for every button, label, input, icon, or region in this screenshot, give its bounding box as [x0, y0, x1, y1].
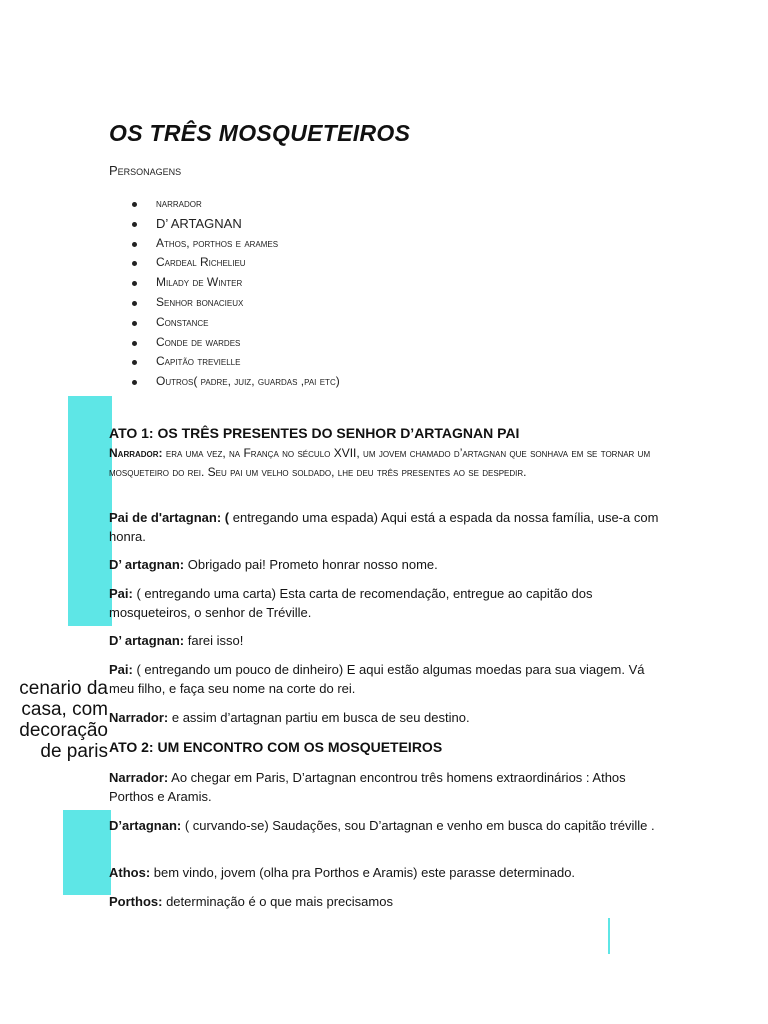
characters-heading: Personagens	[109, 163, 182, 178]
dialogue-line	[109, 660, 669, 698]
speaker-label: Pai:	[109, 662, 133, 677]
list-item: Conde de wardes	[128, 333, 340, 353]
list-item: Cardeal Richelieu	[128, 253, 340, 273]
dialogue-text: ( entregando uma carta) Esta carta de recomendação, entregue ao capitão dos mosqueteiros, o senhor de Tréville.	[109, 586, 593, 620]
dialogue-text: bem vindo, jovem (olha pra Porthos e Aramis) este parasse determinado.	[150, 865, 576, 880]
document-title: OS TRÊS MOSQUETEIROS	[109, 120, 411, 146]
dialogue-line	[109, 863, 669, 882]
speaker-label: Athos:	[109, 865, 151, 880]
list-item: Athos, porthos e arames	[128, 234, 340, 254]
speaker-label: D’artagnan:	[109, 818, 182, 833]
highlight-mark-bottom	[63, 810, 111, 895]
side-note-line: cenario da	[19, 678, 108, 699]
speaker-label: Pai:	[109, 586, 133, 601]
dialogue-line	[109, 816, 669, 835]
dialogue-text: determinação é o que mais precisamos	[162, 894, 393, 909]
dialogue-line	[109, 584, 669, 622]
dialogue-text: era uma vez, na França no século XVII, um jovem chamado d’artagnan que sonhava em se tornar um mosqueteiro do rei. Seu pai um velho soldado, lhe deu três presentes ao se despedir.	[109, 446, 651, 479]
dialogue-line	[109, 708, 669, 727]
dialogue-text: Obrigado pai! Prometo honrar nosso nome.	[184, 557, 438, 572]
dialogue-text: entregando uma espada) Aqui está a espada da nossa família, use-a com honra.	[109, 510, 659, 544]
characters-list	[128, 194, 340, 392]
list-item: Milady de Winter	[128, 273, 340, 293]
side-note-line: decoração	[19, 720, 108, 741]
speaker-label: Narrador:	[109, 710, 169, 725]
speaker-label: D’ artagnan:	[109, 557, 185, 572]
list-item: Senhor bonacieux	[128, 293, 340, 313]
dialogue-line	[109, 768, 669, 806]
dialogue-text: ( curvando-se) Saudações, sou D’artagnan e venho em busca do capitão tréville .	[181, 818, 655, 833]
dialogue-text: farei isso!	[184, 633, 244, 648]
side-note-line: de paris	[40, 741, 108, 762]
act1-heading: ATO 1: OS TRÊS PRESENTES DO SENHOR D’ARTAGNAN PAI	[109, 425, 520, 441]
list-item: Outros( padre, juiz, guardas ,pai etc)	[128, 372, 340, 392]
speaker-label: Narrador:	[109, 770, 169, 785]
list-item: Capitão trevielle	[128, 352, 340, 372]
side-note	[4, 678, 108, 762]
speaker-label: Pai de d'artagnan: (	[109, 510, 230, 525]
act2-heading: ATO 2: UM ENCONTRO COM OS MOSQUETEIROS	[109, 739, 443, 755]
dialogue-line	[109, 631, 669, 650]
dialogue-text: ( entregando um pouco de dinheiro) E aqui estão algumas moedas para sua viagem. Vá meu filho, e faça seu nome na corte do rei.	[109, 662, 645, 696]
list-item: narrador	[128, 194, 340, 214]
dialogue-line	[109, 555, 669, 574]
list-item: D’ ARTAGNAN	[128, 214, 340, 234]
cursor-line	[608, 918, 610, 954]
dialogue-text: e assim d’artagnan partiu em busca de seu destino.	[168, 710, 470, 725]
list-item: Constance	[128, 313, 340, 333]
speaker-label: Narrador:	[109, 446, 163, 460]
speaker-label: Porthos:	[109, 894, 163, 909]
dialogue-text: Ao chegar em Paris, D’artagnan encontrou três homens extraordinários : Athos Porthos e Aramis.	[109, 770, 626, 804]
dialogue-line	[109, 508, 669, 546]
dialogue-line	[109, 892, 669, 911]
highlight-mark-top	[68, 396, 112, 626]
side-note-line: casa, com	[21, 699, 108, 720]
act1-intro	[109, 444, 669, 482]
speaker-label: D’ artagnan:	[109, 633, 185, 648]
